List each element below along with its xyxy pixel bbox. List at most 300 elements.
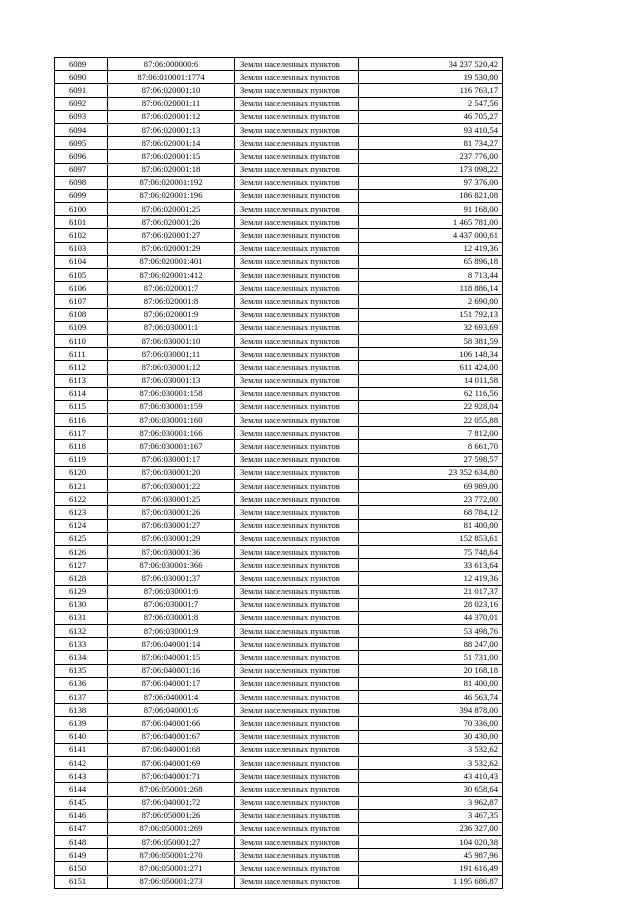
cadastral-number: 87:06:040001:4 [108, 691, 235, 704]
row-number: 6117 [55, 427, 108, 440]
cadastral-value: 88 247,00 [359, 638, 503, 651]
row-number: 6114 [55, 387, 108, 400]
row-number: 6094 [55, 123, 108, 136]
land-category: Земли населенных пунктов [235, 466, 359, 479]
land-category: Земли населенных пунктов [235, 137, 359, 150]
row-number: 6133 [55, 638, 108, 651]
table-row [55, 255, 503, 268]
cadastral-number: 87:06:020001:18 [108, 163, 235, 176]
row-number: 6147 [55, 822, 108, 835]
cadastral-number: 87:06:020001:26 [108, 216, 235, 229]
land-category: Земли населенных пунктов [235, 664, 359, 677]
row-number: 6101 [55, 216, 108, 229]
cadastral-number: 87:06:020001:27 [108, 229, 235, 242]
land-category: Земли населенных пунктов [235, 176, 359, 189]
land-category: Земли населенных пунктов [235, 71, 359, 84]
cadastral-number: 87:06:030001:9 [108, 625, 235, 638]
cadastral-value: 46 563,74 [359, 691, 503, 704]
cadastral-value: 611 424,00 [359, 361, 503, 374]
cadastral-value: 2 690,00 [359, 295, 503, 308]
table-row [55, 822, 503, 835]
table-row [55, 189, 503, 202]
cadastral-value: 236 327,00 [359, 822, 503, 835]
table-row [55, 71, 503, 84]
cadastral-value: 118 886,14 [359, 282, 503, 295]
table-row [55, 743, 503, 756]
cadastral-value: 116 763,17 [359, 84, 503, 97]
cadastral-value: 22 055,88 [359, 414, 503, 427]
table-row [55, 269, 503, 282]
table-row [55, 532, 503, 545]
cadastral-number: 87:06:040001:72 [108, 796, 235, 809]
table-row [55, 545, 503, 558]
row-number: 6098 [55, 176, 108, 189]
land-category: Земли населенных пунктов [235, 532, 359, 545]
row-number: 6113 [55, 374, 108, 387]
land-category: Земли населенных пунктов [235, 756, 359, 769]
row-number: 6093 [55, 110, 108, 123]
cadastral-number: 87:06:030001:13 [108, 374, 235, 387]
cadastral-value: 237 776,00 [359, 150, 503, 163]
cadastral-value: 33 613,64 [359, 559, 503, 572]
row-number: 6135 [55, 664, 108, 677]
table-row [55, 334, 503, 347]
row-number: 6111 [55, 348, 108, 361]
row-number: 6141 [55, 743, 108, 756]
cadastral-number: 87:06:030001:160 [108, 414, 235, 427]
cadastral-value: 21 017,37 [359, 585, 503, 598]
cadastral-number: 87:06:040001:68 [108, 743, 235, 756]
cadastral-value: 151 792,13 [359, 308, 503, 321]
row-number: 6100 [55, 203, 108, 216]
land-category: Земли населенных пунктов [235, 598, 359, 611]
table-row [55, 440, 503, 453]
cadastral-number: 87:06:050001:268 [108, 783, 235, 796]
cadastral-value: 43 410,43 [359, 770, 503, 783]
table-row [55, 625, 503, 638]
row-number: 6096 [55, 150, 108, 163]
land-category: Земли населенных пунктов [235, 506, 359, 519]
land-category: Земли населенных пунктов [235, 440, 359, 453]
land-category: Земли населенных пунктов [235, 229, 359, 242]
table-row [55, 559, 503, 572]
row-number: 6149 [55, 849, 108, 862]
table-row [55, 203, 503, 216]
cadastral-value: 46 705,27 [359, 110, 503, 123]
cadastral-number: 87:06:030001:26 [108, 506, 235, 519]
row-number: 6123 [55, 506, 108, 519]
table-row [55, 572, 503, 585]
row-number: 6145 [55, 796, 108, 809]
land-category: Земли населенных пунктов [235, 638, 359, 651]
cadastral-number: 87:06:030001:8 [108, 611, 235, 624]
row-number: 6103 [55, 242, 108, 255]
cadastral-number: 87:06:040001:15 [108, 651, 235, 664]
table-row [55, 664, 503, 677]
cadastral-value: 104 020,38 [359, 836, 503, 849]
cadastral-number: 87:06:040001:69 [108, 756, 235, 769]
land-category: Земли населенных пунктов [235, 493, 359, 506]
cadastral-value: 69 989,00 [359, 480, 503, 493]
row-number: 6105 [55, 269, 108, 282]
cadastral-value: 23 352 634,80 [359, 466, 503, 479]
cadastral-value: 97 376,00 [359, 176, 503, 189]
land-category: Земли населенных пунктов [235, 282, 359, 295]
row-number: 6130 [55, 598, 108, 611]
land-category: Земли населенных пунктов [235, 242, 359, 255]
cadastral-number: 87:06:030001:12 [108, 361, 235, 374]
land-category: Земли населенных пунктов [235, 387, 359, 400]
row-number: 6129 [55, 585, 108, 598]
table-row [55, 506, 503, 519]
land-category: Земли населенных пунктов [235, 110, 359, 123]
land-category: Земли населенных пунктов [235, 269, 359, 282]
land-category: Земли населенных пунктов [235, 611, 359, 624]
cadastral-value: 1 195 686,87 [359, 875, 503, 888]
table-row [55, 691, 503, 704]
cadastral-number: 87:06:050001:273 [108, 875, 235, 888]
row-number: 6124 [55, 519, 108, 532]
cadastral-number: 87:06:050001:27 [108, 836, 235, 849]
cadastral-value: 106 148,34 [359, 348, 503, 361]
cadastral-number: 87:06:030001:36 [108, 545, 235, 558]
table-row [55, 282, 503, 295]
land-category: Земли населенных пунктов [235, 163, 359, 176]
land-category: Земли населенных пунктов [235, 862, 359, 875]
cadastral-number: 87:06:050001:26 [108, 809, 235, 822]
land-category: Земли населенных пунктов [235, 255, 359, 268]
cadastral-number: 87:06:040001:16 [108, 664, 235, 677]
table-row [55, 361, 503, 374]
land-category: Земли населенных пунктов [235, 677, 359, 690]
cadastral-value: 4 437 000,61 [359, 229, 503, 242]
cadastral-value: 20 168,18 [359, 664, 503, 677]
table-row [55, 84, 503, 97]
row-number: 6106 [55, 282, 108, 295]
row-number: 6150 [55, 862, 108, 875]
table-row [55, 97, 503, 110]
table-row [55, 123, 503, 136]
cadastral-value: 30 658,64 [359, 783, 503, 796]
cadastral-value: 93 410,54 [359, 123, 503, 136]
cadastral-number: 87:06:030001:11 [108, 348, 235, 361]
row-number: 6137 [55, 691, 108, 704]
cadastral-value: 53 498,76 [359, 625, 503, 638]
table-row [55, 809, 503, 822]
land-category: Земли населенных пунктов [235, 374, 359, 387]
cadastral-number: 87:06:020001:25 [108, 203, 235, 216]
row-number: 6139 [55, 717, 108, 730]
land-category: Земли населенных пунктов [235, 651, 359, 664]
row-number: 6110 [55, 334, 108, 347]
row-number: 6095 [55, 137, 108, 150]
cadastral-number: 87:06:050001:269 [108, 822, 235, 835]
table-row [55, 730, 503, 743]
cadastral-number: 87:06:030001:29 [108, 532, 235, 545]
cadastral-value: 22 928,04 [359, 400, 503, 413]
land-category: Земли населенных пунктов [235, 519, 359, 532]
cadastral-number: 87:06:030001:158 [108, 387, 235, 400]
land-category: Земли населенных пунктов [235, 321, 359, 334]
table-row [55, 387, 503, 400]
cadastral-value: 27 598,57 [359, 453, 503, 466]
land-category: Земли населенных пунктов [235, 216, 359, 229]
row-number: 6143 [55, 770, 108, 783]
cadastral-number: 87:06:020001:15 [108, 150, 235, 163]
land-category: Земли населенных пунктов [235, 150, 359, 163]
row-number: 6104 [55, 255, 108, 268]
cadastral-number: 87:06:040001:14 [108, 638, 235, 651]
row-number: 6136 [55, 677, 108, 690]
cadastral-value: 32 693,69 [359, 321, 503, 334]
cadastral-value: 152 853,61 [359, 532, 503, 545]
cadastral-value: 23 772,00 [359, 493, 503, 506]
land-category: Земли населенных пунктов [235, 770, 359, 783]
row-number: 6128 [55, 572, 108, 585]
land-category: Земли населенных пунктов [235, 743, 359, 756]
cadastral-number: 87:06:040001:17 [108, 677, 235, 690]
land-category: Земли населенных пунктов [235, 400, 359, 413]
table-row [55, 150, 503, 163]
cadastral-value: 12 419,36 [359, 572, 503, 585]
row-number: 6126 [55, 545, 108, 558]
cadastral-value: 28 023,16 [359, 598, 503, 611]
cadastral-number: 87:06:030001:1 [108, 321, 235, 334]
cadastral-value: 394 878,00 [359, 704, 503, 717]
cadastral-number: 87:06:030001:6 [108, 585, 235, 598]
row-number: 6127 [55, 559, 108, 572]
table-row [55, 480, 503, 493]
land-category: Земли населенных пунктов [235, 572, 359, 585]
cadastral-value: 14 011,58 [359, 374, 503, 387]
row-number: 6102 [55, 229, 108, 242]
row-number: 6090 [55, 71, 108, 84]
cadastral-number: 87:06:050001:271 [108, 862, 235, 875]
row-number: 6138 [55, 704, 108, 717]
table-row [55, 598, 503, 611]
table-row [55, 466, 503, 479]
cadastral-value: 2 547,56 [359, 97, 503, 110]
table-row [55, 783, 503, 796]
row-number: 6120 [55, 466, 108, 479]
row-number: 6144 [55, 783, 108, 796]
document-page [54, 57, 502, 889]
table-row [55, 704, 503, 717]
cadastral-number: 87:06:020001:192 [108, 176, 235, 189]
row-number: 6118 [55, 440, 108, 453]
land-category: Земли населенных пунктов [235, 796, 359, 809]
table-row [55, 400, 503, 413]
table-row [55, 137, 503, 150]
cadastral-number: 87:06:020001:9 [108, 308, 235, 321]
land-category: Земли населенных пунктов [235, 334, 359, 347]
cadastral-number: 87:06:020001:14 [108, 137, 235, 150]
cadastral-number: 87:06:030001:37 [108, 572, 235, 585]
cadastral-value: 68 784,12 [359, 506, 503, 519]
cadastral-value: 7 812,00 [359, 427, 503, 440]
row-number: 6146 [55, 809, 108, 822]
row-number: 6148 [55, 836, 108, 849]
table-row [55, 717, 503, 730]
cadastral-number: 87:06:020001:412 [108, 269, 235, 282]
row-number: 6132 [55, 625, 108, 638]
land-category: Земли населенных пунктов [235, 625, 359, 638]
table-row [55, 651, 503, 664]
cadastral-value: 12 419,36 [359, 242, 503, 255]
row-number: 6151 [55, 875, 108, 888]
cadastral-number: 87:06:040001:66 [108, 717, 235, 730]
land-category: Земли населенных пунктов [235, 822, 359, 835]
land-category: Земли населенных пунктов [235, 730, 359, 743]
cadastral-value: 30 430,00 [359, 730, 503, 743]
row-number: 6134 [55, 651, 108, 664]
cadastral-number: 87:06:040001:6 [108, 704, 235, 717]
land-category: Земли населенных пунктов [235, 348, 359, 361]
cadastral-number: 87:06:030001:159 [108, 400, 235, 413]
cadastral-number: 87:06:020001:29 [108, 242, 235, 255]
table-body [55, 58, 503, 889]
cadastral-value: 19 530,00 [359, 71, 503, 84]
cadastral-value: 70 336,00 [359, 717, 503, 730]
land-category: Земли населенных пунктов [235, 295, 359, 308]
table-row [55, 348, 503, 361]
row-number: 6107 [55, 295, 108, 308]
land-category: Земли населенных пунктов [235, 559, 359, 572]
cadastral-number: 87:06:030001:20 [108, 466, 235, 479]
row-number: 6097 [55, 163, 108, 176]
cadastral-number: 87:06:040001:71 [108, 770, 235, 783]
row-number: 6099 [55, 189, 108, 202]
land-category: Земли населенных пунктов [235, 875, 359, 888]
cadastral-number: 87:06:020001:401 [108, 255, 235, 268]
cadastral-value: 45 987,96 [359, 849, 503, 862]
table-row [55, 585, 503, 598]
land-category: Земли населенных пунктов [235, 97, 359, 110]
table-row [55, 453, 503, 466]
cadastral-value: 91 168,00 [359, 203, 503, 216]
cadastral-value: 34 237 520,42 [359, 58, 503, 71]
row-number: 6091 [55, 84, 108, 97]
land-category: Земли населенных пунктов [235, 203, 359, 216]
table-row [55, 321, 503, 334]
cadastral-value: 8 661,70 [359, 440, 503, 453]
table-row [55, 295, 503, 308]
row-number: 6119 [55, 453, 108, 466]
land-category: Земли населенных пунктов [235, 585, 359, 598]
land-category: Земли населенных пунктов [235, 783, 359, 796]
row-number: 6116 [55, 414, 108, 427]
cadastral-value: 8 713,44 [359, 269, 503, 282]
cadastral-number: 87:06:030001:27 [108, 519, 235, 532]
table-row [55, 796, 503, 809]
cadastral-value: 3 467,35 [359, 809, 503, 822]
table-row [55, 308, 503, 321]
row-number: 6109 [55, 321, 108, 334]
land-category: Земли населенных пунктов [235, 704, 359, 717]
cadastral-value: 186 821,08 [359, 189, 503, 202]
land-category: Земли населенных пунктов [235, 809, 359, 822]
cadastral-number: 87:06:020001:11 [108, 97, 235, 110]
row-number: 6121 [55, 480, 108, 493]
cadastral-number: 87:06:020001:13 [108, 123, 235, 136]
land-category: Земли населенных пунктов [235, 189, 359, 202]
cadastral-number: 87:06:020001:10 [108, 84, 235, 97]
cadastral-number: 87:06:050001:270 [108, 849, 235, 862]
cadastral-number: 87:06:020001:196 [108, 189, 235, 202]
cadastral-number: 87:06:020001:7 [108, 282, 235, 295]
cadastral-value: 44 370,01 [359, 611, 503, 624]
row-number: 6112 [55, 361, 108, 374]
table-row [55, 611, 503, 624]
cadastral-value: 58 381,59 [359, 334, 503, 347]
table-row [55, 176, 503, 189]
row-number: 6115 [55, 400, 108, 413]
table-row [55, 875, 503, 888]
table-row [55, 756, 503, 769]
cadastral-value: 173 098,22 [359, 163, 503, 176]
table-row [55, 862, 503, 875]
land-category: Земли населенных пунктов [235, 414, 359, 427]
land-category: Земли населенных пунктов [235, 849, 359, 862]
row-number: 6142 [55, 756, 108, 769]
row-number: 6092 [55, 97, 108, 110]
row-number: 6089 [55, 58, 108, 71]
land-category: Земли населенных пунктов [235, 480, 359, 493]
cadastral-value: 3 532,62 [359, 743, 503, 756]
table-row [55, 519, 503, 532]
land-parcels-table [54, 57, 503, 889]
cadastral-value: 3 962,87 [359, 796, 503, 809]
cadastral-number: 87:06:020001:8 [108, 295, 235, 308]
cadastral-value: 81 400,00 [359, 519, 503, 532]
cadastral-value: 1 465 781,00 [359, 216, 503, 229]
land-category: Земли населенных пунктов [235, 717, 359, 730]
cadastral-value: 62 116,56 [359, 387, 503, 400]
row-number: 6140 [55, 730, 108, 743]
cadastral-value: 191 616,49 [359, 862, 503, 875]
land-category: Земли населенных пунктов [235, 427, 359, 440]
table-row [55, 58, 503, 71]
table-row [55, 229, 503, 242]
row-number: 6131 [55, 611, 108, 624]
land-category: Земли населенных пунктов [235, 84, 359, 97]
cadastral-value: 81 400,00 [359, 677, 503, 690]
table-row [55, 638, 503, 651]
cadastral-value: 81 734,27 [359, 137, 503, 150]
cadastral-value: 75 748,64 [359, 545, 503, 558]
table-row [55, 414, 503, 427]
cadastral-number: 87:06:030001:10 [108, 334, 235, 347]
land-category: Земли населенных пунктов [235, 308, 359, 321]
cadastral-number: 87:06:030001:22 [108, 480, 235, 493]
land-category: Земли населенных пунктов [235, 58, 359, 71]
row-number: 6125 [55, 532, 108, 545]
table-row [55, 427, 503, 440]
cadastral-number: 87:06:030001:366 [108, 559, 235, 572]
table-row [55, 374, 503, 387]
cadastral-number: 87:06:010001:1774 [108, 71, 235, 84]
cadastral-number: 87:06:000000:6 [108, 58, 235, 71]
cadastral-value: 51 731,00 [359, 651, 503, 664]
land-category: Земли населенных пунктов [235, 453, 359, 466]
cadastral-number: 87:06:030001:25 [108, 493, 235, 506]
land-category: Земли населенных пунктов [235, 691, 359, 704]
cadastral-value: 65 896,18 [359, 255, 503, 268]
row-number: 6108 [55, 308, 108, 321]
table-row [55, 849, 503, 862]
cadastral-number: 87:06:040001:67 [108, 730, 235, 743]
cadastral-number: 87:06:030001:17 [108, 453, 235, 466]
